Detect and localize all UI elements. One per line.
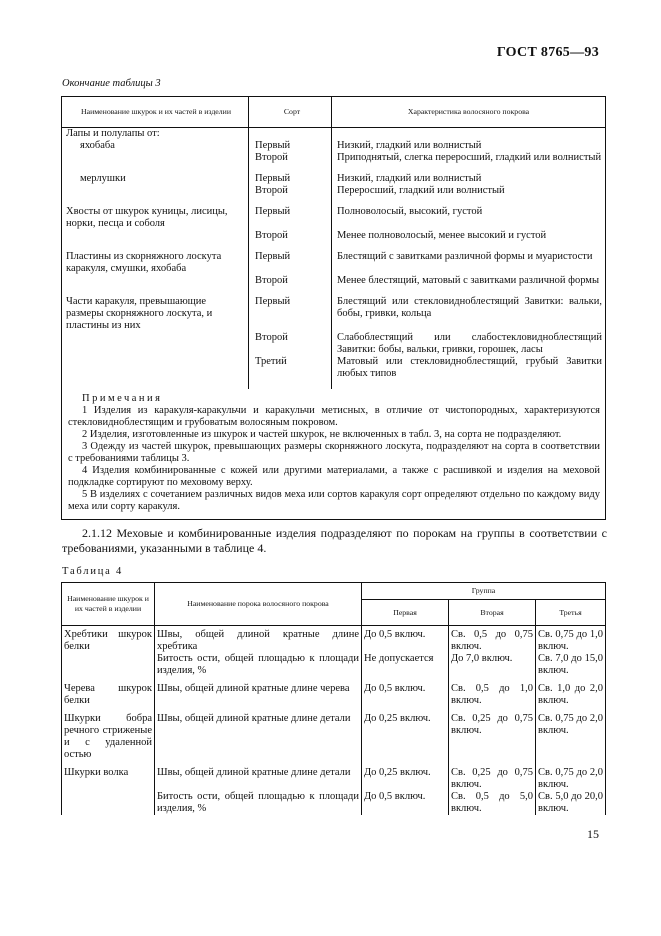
cell-name [62,140,249,152]
table-row [62,140,606,152]
g3-value: Св. 0,75 до 2,0 включ. [538,713,603,736]
cell-sort [249,275,332,287]
cell-sort [249,152,332,164]
table-row [62,173,606,185]
cell-defect [155,707,362,761]
g3-value: Св. 0,75 до 2,0 включ. [538,767,603,790]
g3-value: Св. 1,0 до 2,0 включ. [538,683,603,706]
cell-name [62,332,249,356]
cell-g3 [536,677,606,707]
cell-desc [332,356,606,380]
cell-defect [155,626,362,654]
cell-g2 [449,677,536,707]
cell-defect [155,653,362,677]
paragraph-2-1-12: 2.1.12 Меховые и комбинированные изделия подразделяют по порокам на группы в соответствии с требованиями, указанными в таблице 4. [62,526,607,555]
cell-g3 [536,626,606,654]
table3-caption: Окончание таблицы 3 [62,78,161,89]
cell-desc [332,140,606,152]
table4-header-name: Наименование шкурок и их частей в изделии [62,583,155,626]
cell-desc [332,185,606,197]
table-row [62,152,606,164]
cell-defect [155,761,362,791]
name-value: Шкурки бобра речного стриженые и с удаленной остью [64,713,152,760]
table4-header-group: Группа [362,583,606,600]
table-row [62,185,606,197]
sort-value: Второй [255,332,288,343]
name-value: Хребтики шкурок белки [64,629,152,652]
cell-name [62,677,155,707]
g2-value: Св. 0,25 до 0,75 включ. [451,713,533,736]
table3 [61,96,606,520]
item-name: Хвосты от шкурок куницы, лисицы, норки, песца и соболя [66,206,228,229]
cell-g2 [449,791,536,815]
cell-sort [249,296,332,332]
table3-header-desc: Характеристика волосяного покрова [332,97,606,128]
table-row [62,206,606,230]
table4-header-g2: Вторая [449,600,536,626]
note-1: 1 Изделия из каракуля-каракульчи и каракульчи метисных, в отличие от чистопородных, характеризуются стекловидноблестящим и грубоватым волосяным покровом. [68,405,600,428]
desc-value: Менее блестящий, матовый с завитками различной формы [337,275,600,286]
desc-value: Приподнятый, слегка переросший, гладкий или волнистый [337,152,602,163]
table-row [62,677,606,707]
cell-desc [332,206,606,230]
table-row [62,251,606,275]
cell-name [62,128,249,141]
g3-value: Св. 7,0 до 15,0 включ. [538,653,603,676]
defect-value: Битость ости, общей площадью к площади изделия, % [157,653,359,676]
cell-name [62,251,249,275]
g1-value: Не допускается [364,653,434,664]
table4-header-defect: Наименование порока волосяного покрова [155,583,362,626]
item-name: Пластины из скорняжного лоскута каракуля, смушки, яхобаба [66,251,222,274]
g1-value: До 0,25 включ. [364,713,431,724]
desc-value: Блестящий с завитками различной формы и муаристости [337,251,593,262]
cell-name [62,707,155,761]
defect-value: Швы, общей длиной кратные длине черева [157,683,350,694]
cell-desc [332,230,606,242]
cell-desc [332,173,606,185]
cell-name [62,185,249,197]
cell-g1 [362,653,449,677]
note-4: 4 Изделия комбинированные с кожей или другими материалами, а также с расшивкой и изделия на меховой подкладке сортируют по меховому верху. [68,465,600,488]
cell-name [62,152,249,164]
table-row [62,791,606,815]
desc-value: Низкий, гладкий или волнистый [337,140,482,151]
cell-g3 [536,653,606,677]
cell-name [62,626,155,654]
cell-desc [332,275,606,287]
page-number: 15 [587,827,599,841]
table-row [62,332,606,356]
cell-g1 [362,626,449,654]
cell-g1 [362,791,449,815]
notes-title: Примечания [82,393,163,404]
g2-value: Св. 0,5 до 0,75 включ. [451,629,533,652]
note-3: 3 Одежду из частей шкурок, превышающих размеры скорняжного лоскута, подразделяют на сорта в соответствии с требованиями таблицы 3. [68,441,600,464]
table-row [62,653,606,677]
cell-name [62,356,249,380]
row-spacer [62,197,606,206]
cell-g1 [362,761,449,791]
note-2: 2 Изделия, изготовленные из шкурок и частей шкурок, не включенных в табл. 3, на сорта не подразделяют. [82,429,562,440]
cell-name [62,275,249,287]
g2-value: До 7,0 включ. [451,653,513,664]
row-spacer [62,164,606,173]
g1-value: До 0,25 включ. [364,767,431,778]
cell-desc [332,251,606,275]
cell-g3 [536,707,606,761]
g3-value: Св. 5,0 до 20,0 включ. [538,791,603,814]
table3-header-name: Наименование шкурок и их частей в изделии [62,97,249,128]
sort-value: Первый [255,251,291,262]
cell-sort [249,173,332,185]
cell-g2 [449,653,536,677]
cell-name [62,230,249,242]
cell-g3 [536,791,606,815]
cell-sort [249,128,332,141]
defect-value: Швы, общей длиной кратные длине детали [157,713,351,724]
item-name: Лапы и полулапы от: [66,128,160,139]
table-row [62,707,606,761]
desc-value: Матовый или стекловидноблестящий, грубый Завитки любых типов [337,356,602,379]
cell-sort [249,230,332,242]
item-name: яхобаба [80,140,115,151]
cell-sort [249,332,332,356]
defect-value: Битость ости, общей площадью к площади изделия, % [157,791,359,814]
sort-value: Второй [255,230,288,241]
cell-sort [249,356,332,380]
table-row [62,230,606,242]
sort-value: Первый [255,206,291,217]
cell-name [62,653,155,677]
cell-sort [249,206,332,230]
table4 [61,582,606,815]
table-row [62,128,606,141]
table-row [62,626,606,654]
desc-value: Блестящий или стекловидноблестящий Завитки: вальки, бобы, гривки, кольца [337,296,602,319]
g2-value: Св. 0,5 до 1,0 включ. [451,683,533,706]
item-name: Части каракуля, превышающие размеры скорняжного лоскута, и пластины из них [66,296,213,331]
cell-g2 [449,761,536,791]
cell-desc [332,128,606,141]
table4-header-g1: Первая [362,600,449,626]
cell-g3 [536,761,606,791]
cell-name [62,173,249,185]
row-spacer [62,242,606,251]
cell-name [62,761,155,791]
cell-sort [249,251,332,275]
g2-value: Св. 0,5 до 5,0 включ. [451,791,533,814]
cell-name [62,791,155,815]
sort-value: Второй [255,152,288,163]
table-row [62,761,606,791]
row-spacer [62,380,606,389]
cell-g1 [362,677,449,707]
sort-value: Третий [255,356,287,367]
sort-value: Первый [255,140,291,151]
cell-g1 [362,707,449,761]
item-name: мерлушки [80,173,126,184]
desc-value: Менее полноволосый, менее высокий и густой [337,230,547,241]
cell-defect [155,677,362,707]
g1-value: До 0,5 включ. [364,791,426,802]
table4-header-g3: Третья [536,600,606,626]
desc-value: Полноволосый, высокий, густой [337,206,483,217]
table-row [62,296,606,332]
defect-value: Швы, общей длиной кратные длине детали [157,767,351,778]
table-row [62,275,606,287]
desc-value: Слабоблестящий или слабостекловидноблестящий Завитки: бобы, вальки, гривки, горошек, ласы [337,332,602,355]
defect-value: Швы, общей длиной кратные длине хребтика [157,629,359,652]
sort-value: Первый [255,296,291,307]
g2-value: Св. 0,25 до 0,75 включ. [451,767,533,790]
cell-desc [332,152,606,164]
sort-value: Второй [255,185,288,196]
cell-defect [155,791,362,815]
sort-value: Второй [255,275,288,286]
sort-value: Первый [255,173,291,184]
table3-header-sort: Сорт [249,97,332,128]
row-spacer [62,287,606,296]
g1-value: До 0,5 включ. [364,629,426,640]
g3-value: Св. 0,75 до 1,0 включ. [538,629,603,652]
table-row [62,356,606,380]
table3-notes [61,389,606,520]
cell-g2 [449,707,536,761]
g1-value: До 0,5 включ. [364,683,426,694]
cell-name [62,296,249,332]
cell-desc [332,296,606,332]
cell-desc [332,332,606,356]
cell-name [62,206,249,230]
cell-sort [249,185,332,197]
desc-value: Низкий, гладкий или волнистый [337,173,482,184]
table4-label: Таблица 4 [62,566,124,577]
cell-sort [249,140,332,152]
desc-value: Переросший, гладкий или волнистый [337,185,505,196]
document-header: ГОСТ 8765—93 [496,45,599,60]
cell-g2 [449,626,536,654]
name-value: Черева шкурок белки [64,683,152,706]
name-value: Шкурки волка [64,767,129,778]
note-5: 5 В изделиях с сочетанием различных видов меха или сортов каракуля сорт определяют отдельно по каждому виду меха или сорту каракуля. [68,489,600,512]
